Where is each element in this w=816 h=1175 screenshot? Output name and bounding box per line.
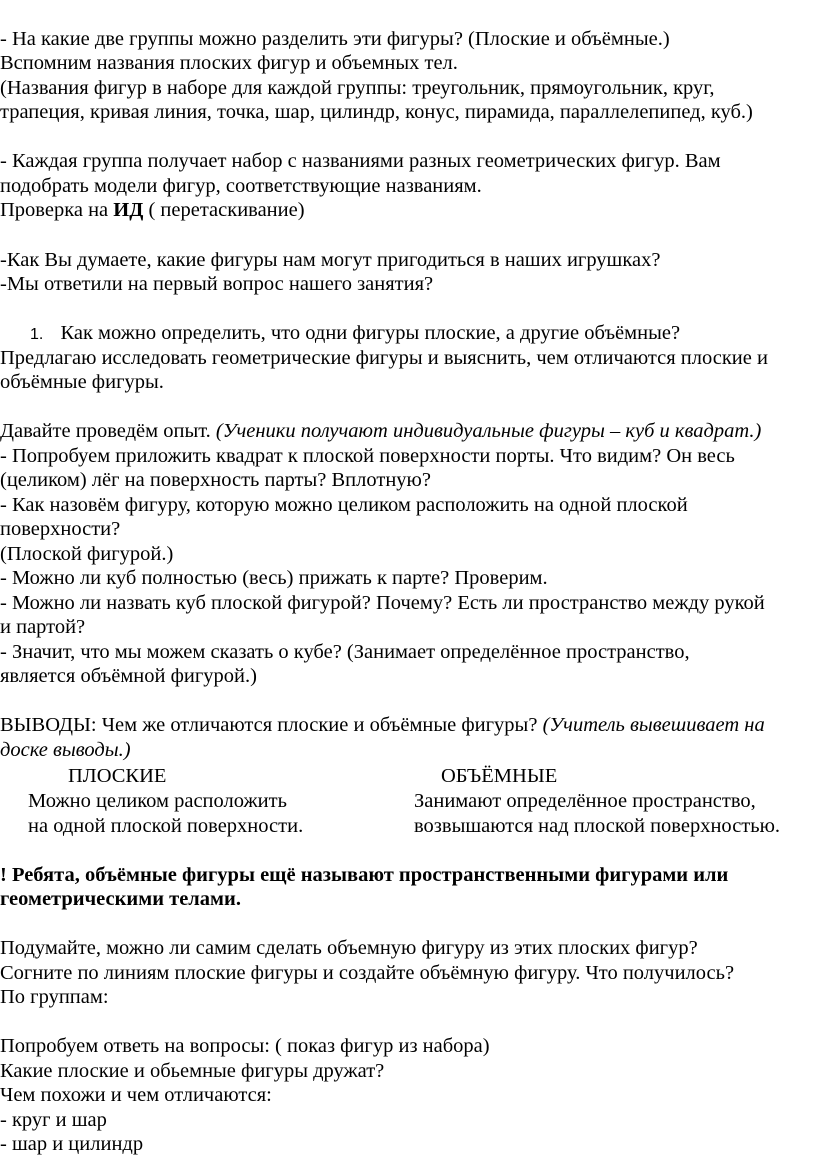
- list-item: - круг и шар: [0, 1109, 107, 1131]
- list-item: - шар и цилиндр: [0, 1133, 144, 1155]
- text-run: ( перетаскивание): [143, 199, 305, 221]
- text-line: Подумайте, можно ли самим сделать объемную фигуру из этих плоских фигур?: [0, 937, 698, 959]
- numbered-item: [30, 321, 680, 347]
- text-line: поверхности?: [0, 518, 121, 540]
- text-line: - На какие две группы можно разделить эти фигуры? (Плоские и объёмные.): [0, 28, 670, 50]
- text-line: - Как назовём фигуру, которую можно целиком расположить на одной плоской: [0, 494, 688, 516]
- list-number: 1.: [30, 326, 44, 343]
- text-line: Вспомним названия плоских фигур и объемных тел.: [0, 52, 458, 74]
- text-line: -Мы ответили на первый вопрос нашего занятия?: [0, 273, 434, 295]
- flat-column-title: ПЛОСКИЕ: [68, 765, 167, 787]
- text-line: - Значит, что мы можем сказать о кубе? (Занимает определённое пространство,: [0, 641, 690, 663]
- text-line: является объёмной фигурой.): [0, 665, 257, 687]
- text-run: Давайте проведём опыт.: [0, 420, 216, 442]
- text-line: подобрать модели фигур, соответствующие названиям.: [0, 175, 482, 197]
- text-line: [0, 713, 765, 737]
- italic-note: (Ученики получают индивидуальные фигуры – куб и квадрат.): [215, 420, 762, 442]
- volume-definition-line: Занимают определённое пространство,: [414, 790, 756, 812]
- bold-term: ИД: [113, 199, 144, 221]
- text-line: Попробуем ответь на вопросы: ( показ фигур из набора): [0, 1035, 490, 1057]
- bold-statement: геометрическими телами.: [0, 888, 241, 910]
- text-run: Проверка на: [0, 199, 114, 221]
- flat-definition-line: на одной плоской поверхности.: [28, 815, 304, 837]
- text-line: - Каждая группа получает набор с названиями разных геометрических фигур. Вам: [0, 150, 721, 172]
- text-line: объёмные фигуры.: [0, 371, 164, 393]
- text-line: трапеция, кривая линия, точка, шар, цилиндр, конус, пирамида, параллелепипед, куб.): [0, 101, 753, 123]
- text-line: - Можно ли куб полностью (весь) прижать к парте? Проверим.: [0, 567, 548, 589]
- text-line: и партой?: [0, 616, 86, 638]
- text-run: Как можно определить, что одни фигуры плоские, а другие объёмные?: [60, 322, 681, 344]
- text-line: (Названия фигур в наборе для каждой группы: треугольник, прямоугольник, круг,: [0, 77, 715, 99]
- text-run: ВЫВОДЫ: Чем же отличаются плоские и объёмные фигуры?: [0, 714, 543, 736]
- flat-definition-line: Можно целиком расположить: [28, 790, 287, 812]
- volume-definition-line: возвышаются над плоской поверхностью.: [414, 815, 781, 837]
- volume-column-title: ОБЪЁМНЫЕ: [441, 765, 558, 787]
- text-line: (Плоской фигурой.): [0, 543, 174, 565]
- text-line: [0, 419, 761, 443]
- text-line: - Можно ли назвать куб плоской фигурой? Почему? Есть ли пространство между рукой: [0, 592, 765, 614]
- text-line: Согните по линиям плоские фигуры и создайте объёмную фигуру. Что получилось?: [0, 962, 735, 984]
- italic-note: доске выводы.): [0, 739, 131, 761]
- text-line: Предлагаю исследовать геометрические фигуры и выяснить, чем отличаются плоские и: [0, 347, 768, 369]
- text-line: По группам:: [0, 986, 109, 1008]
- text-line: - Попробуем приложить квадрат к плоской поверхности порты. Что видим? Он весь: [0, 445, 735, 467]
- italic-note: (Учитель вывешивает на: [542, 714, 765, 736]
- text-line: Чем похожи и чем отличаются:: [0, 1084, 272, 1106]
- text-line: (целиком) лёг на поверхность парты? Вплотную?: [0, 469, 431, 491]
- text-line: -Как Вы думаете, какие фигуры нам могут пригодиться в наших игрушках?: [0, 249, 661, 271]
- text-line: Какие плоские и обьемные фигуры дружат?: [0, 1060, 385, 1082]
- bold-statement: ! Ребята, объёмные фигуры ещё называют пространственными фигурами или: [0, 864, 729, 886]
- text-line: [0, 198, 305, 222]
